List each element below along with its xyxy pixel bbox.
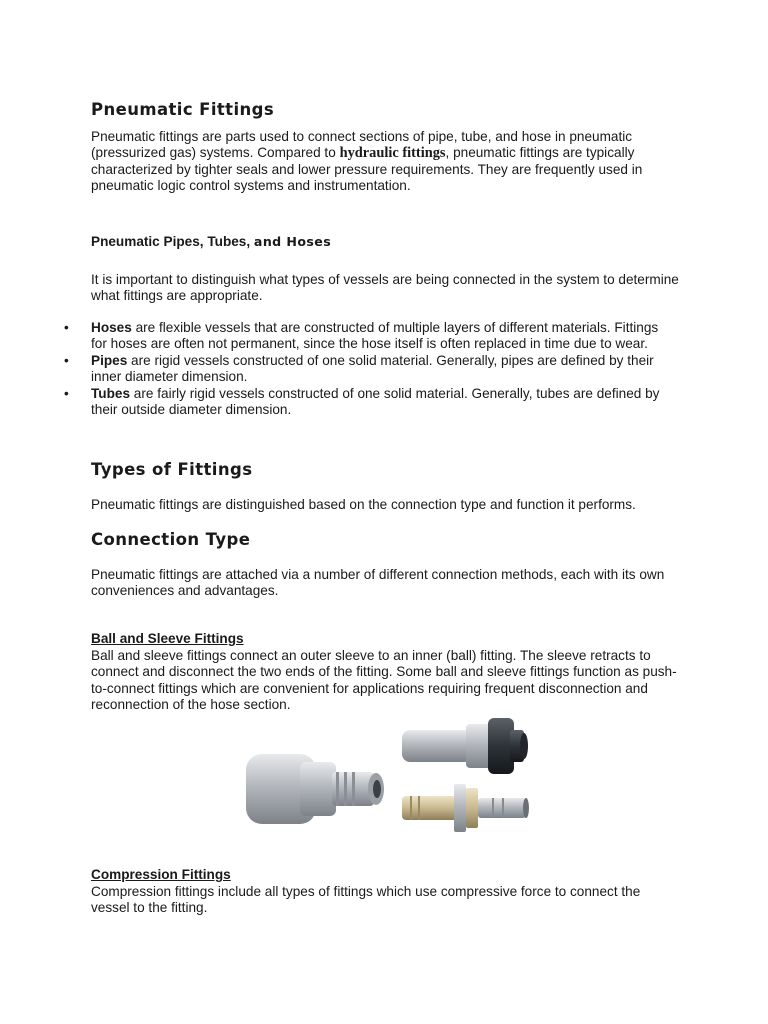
push-to-connect-fitting-image <box>402 718 528 774</box>
compression-heading[interactable]: Compression Fittings <box>91 867 231 882</box>
bullet-glyph: • <box>64 385 69 401</box>
term-tubes: Tubes <box>91 385 131 401</box>
pipes-paragraph: It is important to distinguish what types of vessels are being connected in the system to determine what fittings are appropriate. <box>91 272 679 304</box>
list-item-tubes <box>64 385 671 419</box>
pipes-heading <box>91 234 331 249</box>
desc-pipes: are rigid vessels constructed of one solid material. Generally, pipes are defined by their inner diameter dimension. <box>91 352 654 385</box>
page-title: Pneumatic Fittings <box>91 100 275 119</box>
term-pipes: Pipes <box>91 352 128 368</box>
desc-tubes: are fairly rigid vessels constructed of one solid material. Generally, tubes are defined by their outside diameter dimension. <box>91 385 660 418</box>
intro-text-before: Pneumatic fittings are parts used to connect sections of pipe, tube, and hose in pneumatic (pressurized gas) systems. Compared to <box>91 129 633 161</box>
types-paragraph: Pneumatic fittings are distinguished based on the connection type and function it performs. <box>91 497 636 512</box>
list-item-hoses <box>64 320 671 353</box>
intro-paragraph <box>91 129 681 195</box>
term-hoses: Hoses <box>91 320 132 335</box>
hydraulic-fittings-link[interactable]: hydraulic fittings <box>339 145 446 162</box>
compression-paragraph: Compression fittings include all types of fittings which use compressive force to connect the vessel to the fitting. <box>91 884 641 916</box>
bullet-glyph: • <box>64 352 69 368</box>
vessel-list <box>64 320 671 418</box>
bullet-glyph: • <box>64 320 69 335</box>
connection-paragraph: Pneumatic fittings are attached via a number of different connection methods, each with its own conveniences and advantages. <box>91 567 665 599</box>
connection-heading: Connection Type <box>91 530 251 549</box>
pipes-heading-lead: Pneumatic Pipes, Tubes, <box>91 234 254 249</box>
fittings-illustration <box>240 712 530 840</box>
bulkhead-fitting-image <box>402 784 529 832</box>
fittings-photo <box>240 712 530 840</box>
types-heading: Types of Fittings <box>91 460 253 479</box>
pipes-heading-tail: and Hoses <box>253 234 332 249</box>
ball-sleeve-paragraph: Ball and sleeve fittings connect an outer sleeve to an inner (ball) fitting. The sleeve retracts to connect and disconnect the two ends of the fitting. Some ball and sleeve fittings function as push-to-connect fittings which are convenient for applications requiring frequent disconnection and reconnection of the hose section. <box>91 648 677 713</box>
list-item-pipes <box>64 352 671 386</box>
ball-sleeve-heading[interactable]: Ball and Sleeve Fittings <box>91 631 244 646</box>
desc-hoses: are flexible vessels that are constructed of multiple layers of different materials. Fittings for hoses are often not permanent, since the hose itself is often replaced in time due to wear. <box>91 320 659 352</box>
intro-text-after: , pneumatic fittings are typically characterized by tighter seals and lower pressure requirements. They are frequently used in pneumatic logic control systems and instrumentation. <box>91 145 643 194</box>
ball-sleeve-coupler-image <box>246 754 384 824</box>
